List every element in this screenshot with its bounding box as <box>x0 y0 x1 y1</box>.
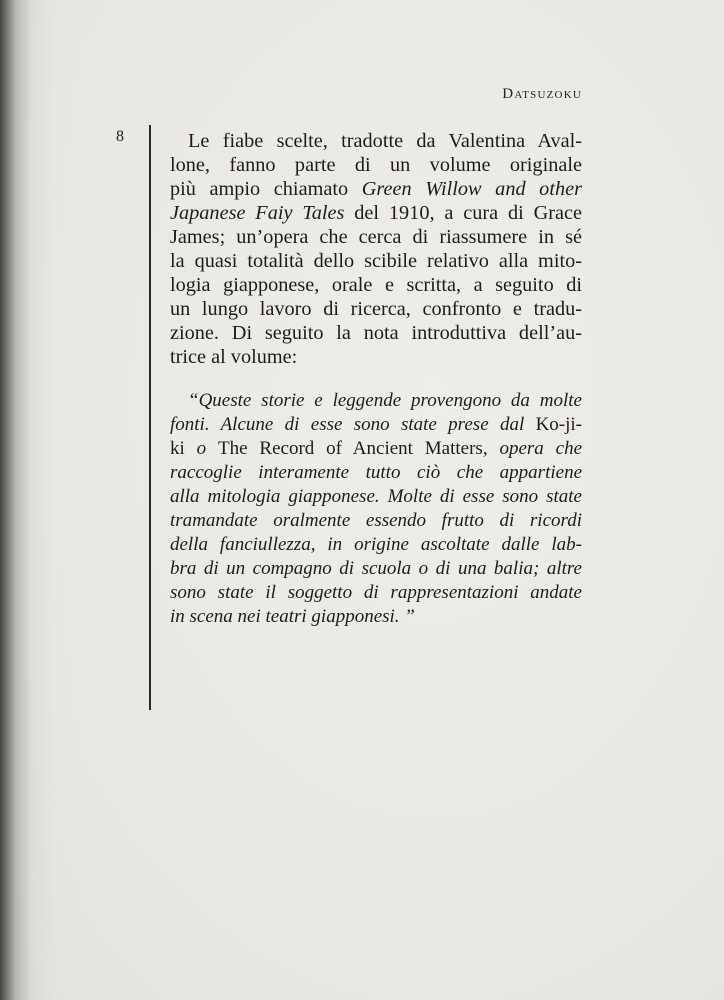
quote-line: della fanciullezza, in origine ascoltate dalle lab- <box>170 534 582 555</box>
book-title-italic: Green Willow and other <box>361 178 582 200</box>
paragraph-line: James; un’opera che cerca di riassumere in sé <box>170 226 582 248</box>
quote-line: sono state il soggetto di rappresentazioni andate <box>170 582 582 603</box>
quote-text: opera che <box>487 438 583 459</box>
text-block <box>170 129 582 629</box>
paragraph-line: Le fiabe scelte, tradotte da Valentina Aval- <box>188 130 582 152</box>
quote-line <box>170 437 582 461</box>
paragraph-line <box>170 177 582 201</box>
block-quote <box>170 389 582 629</box>
quote-text: o <box>184 438 219 459</box>
quote-line: “Queste storie e leggende provengono da molte <box>188 390 582 411</box>
quote-line: bra di un compagno di scuola o di una balia; altre <box>170 558 582 579</box>
upright-title: Ko-ji- <box>535 414 582 435</box>
paragraph-line <box>170 201 582 225</box>
quote-line: alla mitologia giapponese. Molte di esse sono state <box>170 486 582 507</box>
upright-title: The Record of Ancient Matters, <box>218 438 488 459</box>
paragraph-text: più ampio chiamato <box>170 178 362 200</box>
paragraph-line: zione. Di seguito la nota introduttiva dell’au- <box>170 322 582 344</box>
quote-line <box>170 413 582 437</box>
upright-title: ki <box>170 438 185 459</box>
margin-rule <box>149 125 151 710</box>
quote-line: in scena nei teatri giapponesi. ” <box>170 606 415 627</box>
running-head: Datsuzoku <box>502 86 582 102</box>
book-title-italic: Japanese Faiy Tales <box>170 202 345 224</box>
paragraph-line: la quasi totalità dello scibile relativo alla mito- <box>170 250 582 272</box>
paragraph-line: trice al volume: <box>170 346 298 368</box>
paragraph-line: un lungo lavoro di ricerca, confronto e tradu- <box>170 298 582 320</box>
quote-text: fonti. Alcune di esse sono state prese dal <box>170 414 536 435</box>
paragraph-gap <box>170 369 582 389</box>
quote-line: tramandate oralmente essendo frutto di ricordi <box>170 510 582 531</box>
paragraph-line: logia giapponese, orale e scritta, a seguito di <box>170 274 582 296</box>
paragraph-text: del 1910, a cura di Grace <box>344 202 582 224</box>
quote-line: raccoglie interamente tutto ciò che appartiene <box>170 462 582 483</box>
page-number: 8 <box>116 128 124 145</box>
body-paragraph <box>170 129 582 369</box>
paragraph-line: lone, fanno parte di un volume originale <box>170 154 582 176</box>
